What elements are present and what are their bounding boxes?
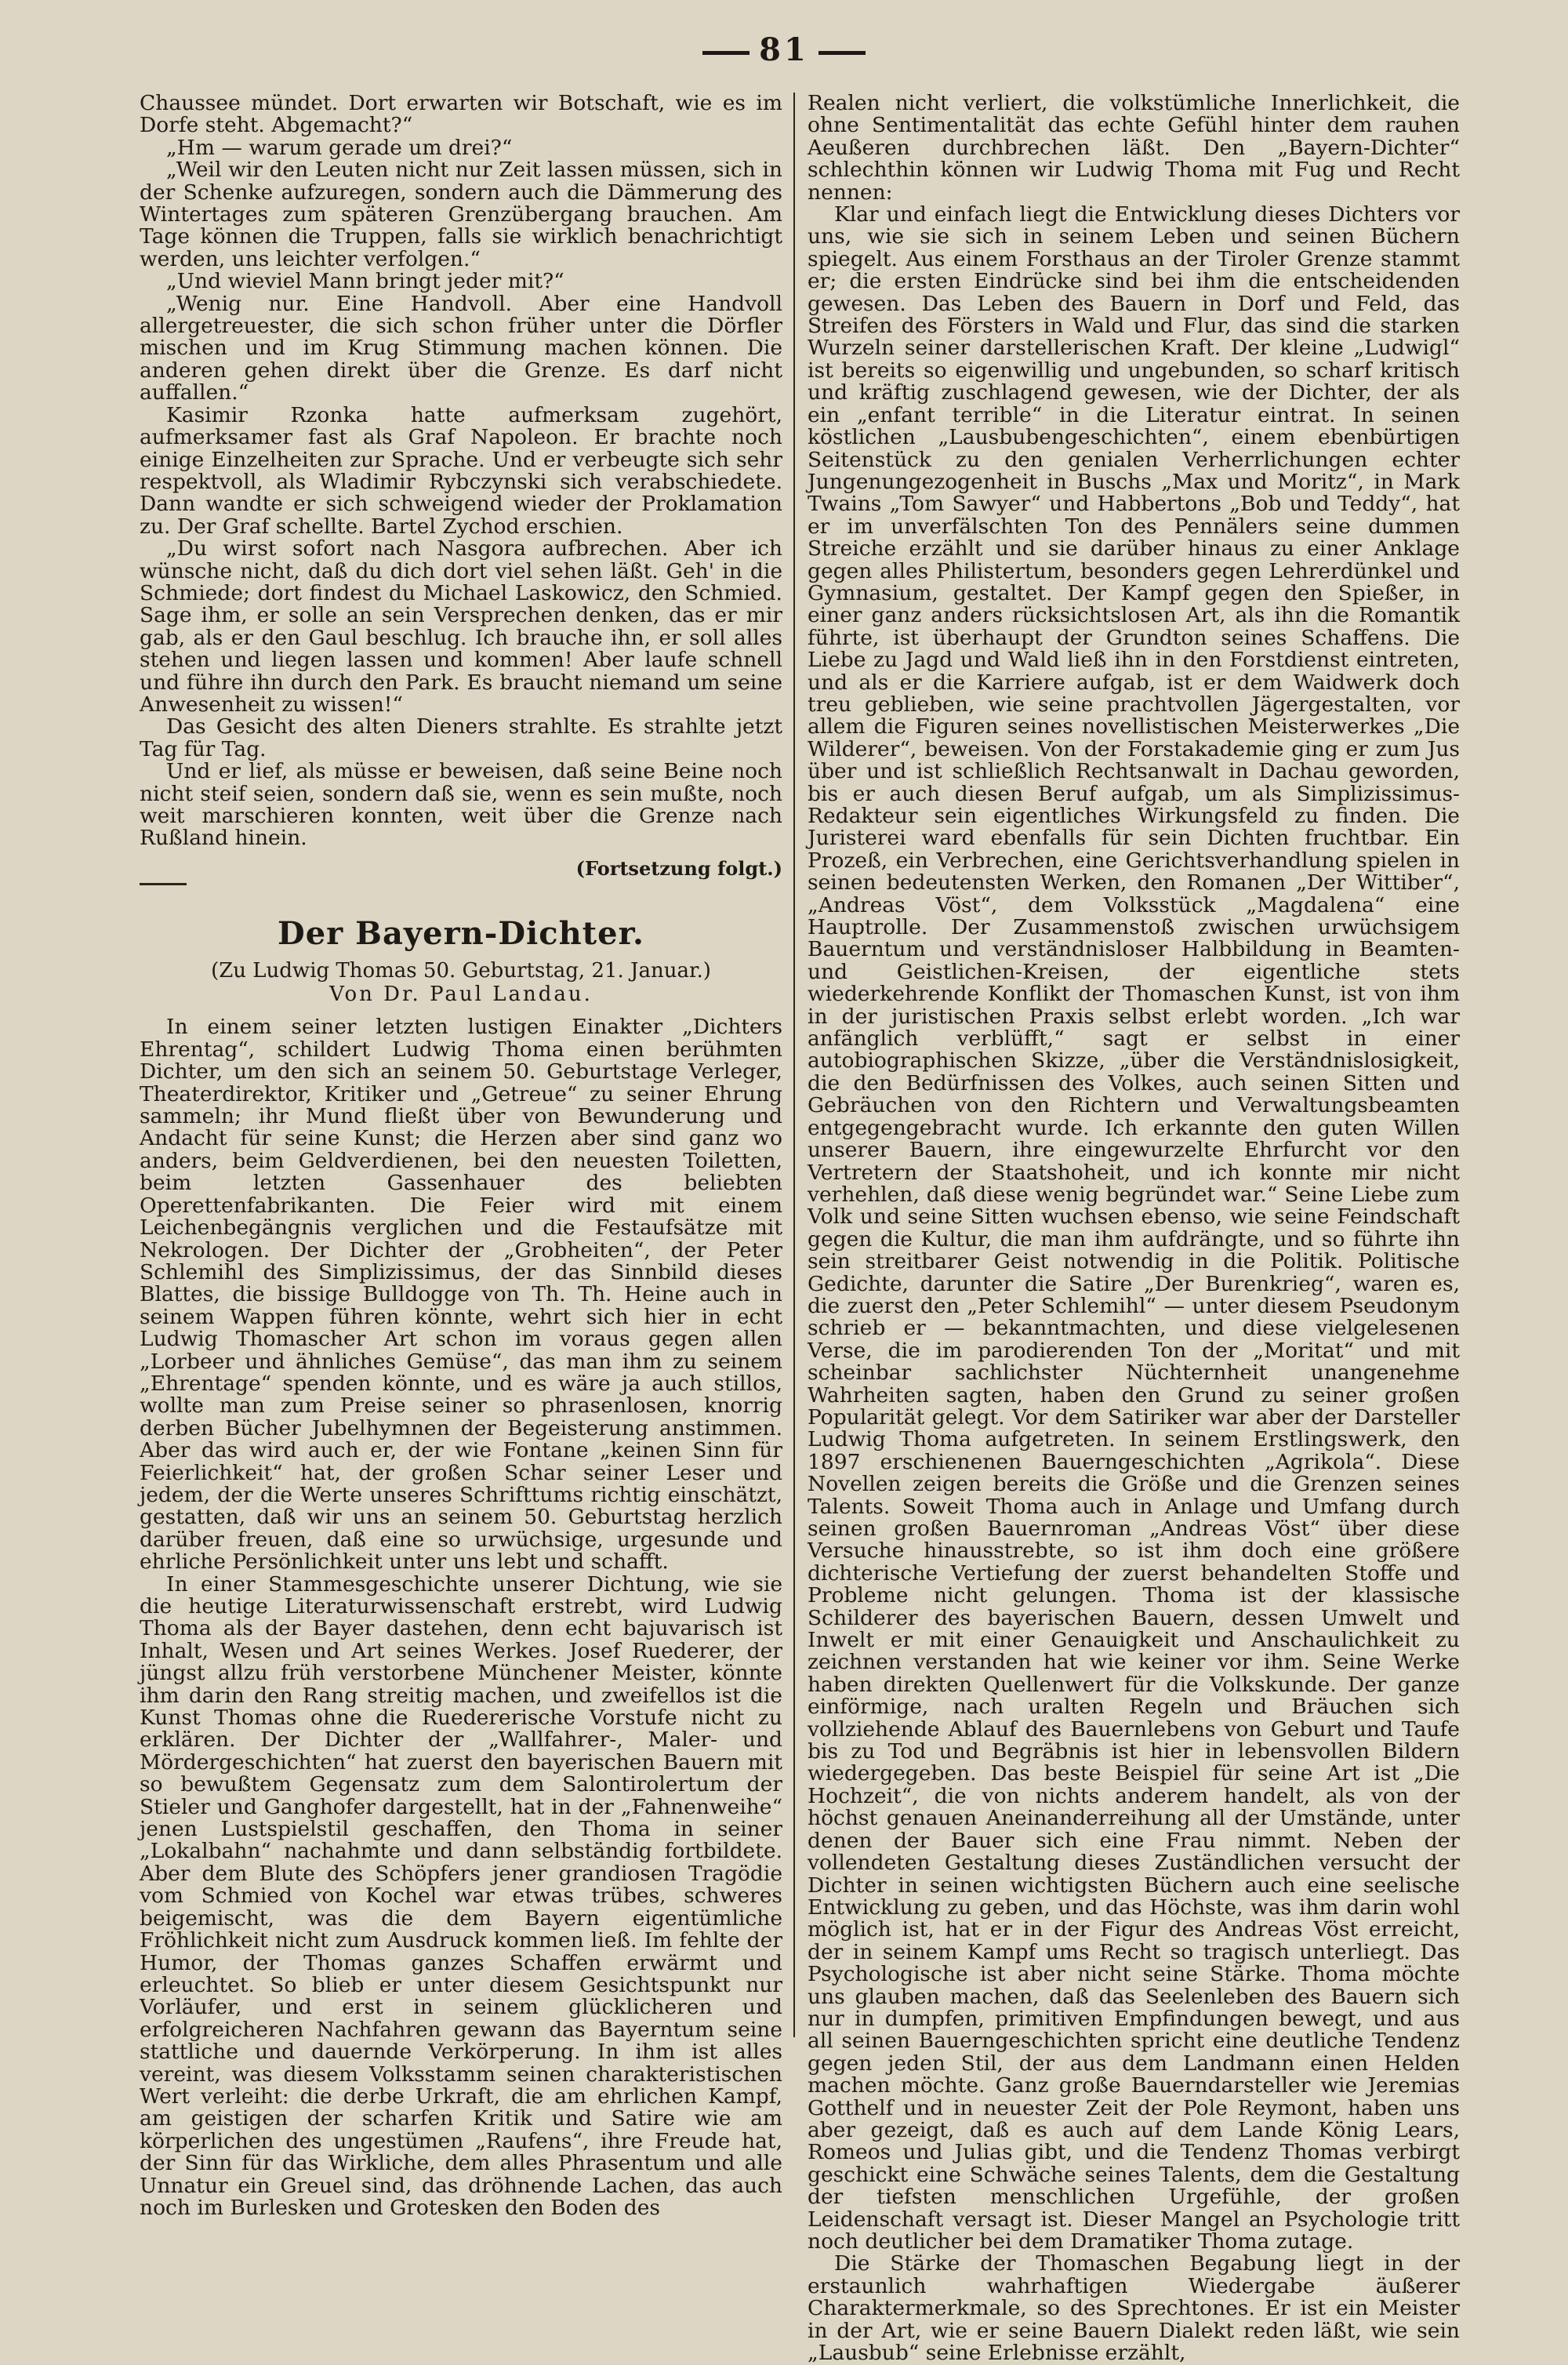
story-paragraph: „Du wirst sofort nach Nasgora aufbrechen. Aber ich wünsche nicht, daß du dich dort viel sehen läßt. Geh' in die Schmiede; dort findest du Michael Laskowicz, den Schmied. Sage ihm, er solle an sein Versprechen denken, das er mir gab, als er den Gaul beschlug. Ich brauche ihn, er soll alles stehen und liegen lassen und kommen! Aber laufe schnell und führe ihn durch den Park. Es braucht niemand um seine Anwesenheit zu wissen!“ [140, 536, 782, 717]
story-paragraph: „Hm — warum gerade um drei?“ [166, 135, 513, 160]
article-subtitle: (Zu Ludwig Thomas 50. Geburtstag, 21. Januar.) [211, 958, 711, 983]
article-paragraph: Realen nicht verliert, die volkstümliche Innerlichkeit, die ohne Sentimentalität das echte Gefühl hinter dem rauhen Aeußeren durchbrechen läßt. Den „Bayern-Dichter“ schlechthin können wir Ludwig Thoma mit Fug und Recht nennen: [808, 91, 1460, 205]
story-paragraph: Das Gesicht des alten Dieners strahlte. Es strahlte jetzt Tag für Tag. [140, 714, 782, 761]
serial-story [140, 93, 782, 885]
page-number: 81 [690, 31, 878, 68]
article-paragraph: In einer Stammesgeschichte unserer Dichtung, wie sie die heutige Literaturwissenschaft erstrebt, wird Ludwig Thoma als der Bayer dastehen, denn echt bajuvarisch ist Inhalt, Wesen und Art seines Werkes. Josef Ruederer, der jüngst allzu früh verstorbene Münchener Meister, könnte ihm darin den Rang streitig machen, und zweifellos ist die Kunst Thomas ohne die Ruedererische Vorstufe nicht zu erklären. Der Dichter der „Wallfahrer-, Maler- und Mördergeschichten“ hat zuerst den bayerischen Bauern mit so bewußtem Gegensatz zum dem Salontirolertum der Stieler und Ganghofer dargestellt, hat in der „Fahnenweihe“ jenen Lustspielstil geschaffen, den Thoma in seiner „Lokalbahn“ nachahmte und dann selbständig fortbildete. Aber dem Blute des Schöpfers jener grandiosen Tragödie vom Schmied von Kochel war etwas trübes, schweres beigemischt, was die dem Bayern eigentümliche Fröhlichkeit nicht zum Ausdruck kommen ließ. Im fehlte der Humor, der Thomas ganzes Schaffen erwärmt und erleuchtet. So blieb er unter diesem Gesichtspunkt nur Vorläufer, und erst in seinem glücklicheren und erfolgreicheren Nachfahren gewann das Bayerntum seine stattliche und dauernde Verkörperung. In ihm ist alles vereint, was diesem Volksstamm seinen charakteristischen Wert verleiht: die derbe Urkraft, die am ehrlichen Kampf, am geistigen der scharfen Kritik und Satire wie am körperlichen des ungestümen „Raufens“, ihre Freude hat, der Sinn für das Wirkliche, dem alles Phrasentum und alle Unnatur ein Greuel sind, das dröhnende Lachen, das auch noch im Burlesken und Grotesken den Boden des [140, 1571, 782, 2220]
right-column [808, 91, 1460, 2365]
article-author: Von Dr. Paul Landau. [329, 983, 593, 1007]
continued-note: (Fortsetzung folgt.) [575, 856, 782, 880]
story-paragraph: „Weil wir den Leuten nicht nur Zeit lassen müssen, sich in der Schenke aufzuregen, sondern auch die Dämmerung des Wintertages zum späteren Grenzübergang brauchen. Am Tage können die Truppen, falls sie wirklich benachrichtigt werden, uns leichter verfolgen.“ [140, 158, 782, 271]
article-paragraph: Die Stärke der Thomaschen Begabung liegt in der erstaunlich wahrhaftigen Wiedergabe äußerer Charaktermerkmale, so des Sprechtones. Er ist ein Meister in der Art, wie er seine Bauern Dialekt reden läßt, wie sein „Lausbub“ seine Erlebnisse erzählt, [808, 2251, 1460, 2365]
story-paragraph: Chaussee mündet. Dort erwarten wir Botschaft, wie es im Dorfe steht. Abgemacht?“ [140, 91, 782, 138]
article-paragraph: In einem seiner letzten lustigen Einakter „Dichters Ehrentag“, schildert Ludwig Thoma einen berühmten Dichter, um den sich an seinem 50. Geburtstage Verleger, Theaterdirektor, Kritiker und „Getreue“ zu seiner Ehrung sammeln; ihr Mund fließt über von Bewunderung und Andacht für seine Kunst; die Herzen aber sind ganz wo anders, beim Geldverdienen, bei den neuesten Toiletten, beim letzten Gassenhauer des beliebten Operettenfabrikanten. Die Feier wird mit einem Leichenbegängnis verglichen und die Festaufsätze mit Nekrologen. Der Dichter der „Grobheiten“, der Peter Schlemihl des Simplizissimus, der das Sinnbild dieses Blattes, die bissige Bulldogge von Th. Th. Heine auch in seinem Wappen führen könnte, wehrt sich hier in echt Ludwig Thomascher Art schon im voraus gegen allen „Lorbeer und ähnliches Gemüse“, das man ihm zu seinem „Ehrentage“ spenden könnte, und es wäre ja auch stillos, wollte man zum Preise seiner so phrasenlosen, knorrig derben Bücher Jubelhymnen der Begeisterung anstimmen. Aber das wird auch er, der wie Fontane „keinen Sinn für Feierlichkeit“ hat, der großen Schar seiner Leser und jedem, der die Werte unseres Schrifttums richtig einschätzt, gestatten, daß wir uns an seinem 50. Geburtstag herzlich darüber freuen, daß eine so urwüchsige, urgesunde und ehrliche Persönlichkeit unter uns lebt und schafft. [140, 1015, 782, 1575]
article-title: Der Bayern-Dichter. [278, 915, 644, 953]
page-number-ornament-right [818, 51, 866, 55]
section-divider [140, 883, 187, 885]
article-paragraph: Klar und einfach liegt die Entwicklung dieses Dichters vor uns, wie sie sich in seinem Leben und seinen Büchern spiegelt. Aus einem Forsthaus an der Tiroler Grenze stammt er; die ersten Eindrücke sind bei ihm die entscheidenden gewesen. Das Leben des Bauern in Dorf und Feld, das Streifen des Försters in Wald und Flur, das sind die starken Wurzeln seiner darstellerischen Kraft. Der kleine „Ludwigl“ ist bereits so eigenwillig und ungebunden, so scharf kritisch und kräftig zuschlagend gewesen, wie der Dichter, der als ein „enfant terrible“ in die Literatur eintrat. In seinen köstlichen „Lausbubengeschichten“, einem ebenbürtigen Seitenstück zu den genialen Verherrlichungen echter Jungenungezogenheit in Buschs „Max und Moritz“, in Mark Twains „Tom Sawyer“ und Habbertons „Bob und Teddy“, hat er im unverfälschten Ton des Pennälers seine dummen Streiche erzählt und sie darüber hinaus zu einer Anklage gegen alles Philistertum, besonders gegen Lehrerdünkel und Gymnasium, gestaltet. Der Kampf gegen den Spießer, in einer ganz anders rücksichtslosen Art, als ihn die Romantik führte, ist überhaupt der Grundton seines Schaffens. Die Liebe zu Jagd und Wald ließ ihn in den Forstdienst eintreten, und als er die Karriere aufgab, ist er dem Waidwerk doch treu geblieben, wie seine prachtvollen Jägergestalten, vor allem die Figuren seines novellistischen Meisterwerkes „Die Wilderer“, beweisen. Von der Forstakademie ging er zum Jus über und ist schließlich Rechtsanwalt in Dachau geworden, bis er auch diesen Beruf aufgab, um als Simplizissimus-Redakteur sein eigentliches Wirkungsfeld zu finden. Die Juristerei ward ebenfalls für sein Dichten fruchtbar. Ein Prozeß, ein Verbrechen, eine Gerichtsverhandlung spielen in seinen bedeutensten Werken, den Romanen „Der Wittiber“, „Andreas Vöst“, dem Volksstück „Magdalena“ eine Hauptrolle. Der Zusammenstoß zwischen urwüchsigem Bauerntum und verständnisloser Halbbildung in Beamten- und Geistlichen-Kreisen, der eigentliche stets wiederkehrende Konflikt der Thomaschen Kunst, ist von ihm in der juristischen Praxis selbst erlebt worden. „Ich war anfänglich verblüfft,“ sagt er selbst in einer autobiographischen Skizze, „über die Verständnislosigkeit, die den Bedürfnissen des Volkes, auch seinen Sitten und Gebräuchen von den Richtern und Verwaltungsbeamten entgegengebracht wurde. Ich erkannte den guten Willen unserer Bauern, ihre eingewurzelte Ehrfurcht vor den Vertretern der Staatshoheit, und ich konnte mir nicht verhehlen, daß diese wenig begründet war.“ Seine Liebe zum Volk und seine Sitten wuchsen ebenso, wie seine Feindschaft gegen die Kultur, die man ihm aufdrängte, und so führte ihn sein streitbarer Geist notwendig in die Politik. Politische Gedichte, darunter die Satire „Der Burenkrieg“, waren es, die zuerst den „Peter Schlemihl“ — unter diesem Pseudonym schrieb er — bekanntmachten, und diese vielgelesenen Verse, die im parodierenden Ton der „Moritat“ und mit scheinbar sachlichster Nüchternheit unangenehme Wahrheiten sagten, haben den Grund zu seiner großen Popularität gelegt. Vor dem Satiriker war aber der Darsteller Ludwig Thoma aufgetreten. In seinem Erstlingswerk, den 1897 erschienenen Bauerngeschichten „Agrikola“. Diese Novellen zeigen bereits die Größe und die Grenzen seines Talents. Soweit Thoma auch in Anlage und Umfang durch seinen großen Bauernroman „Andreas Vöst“ über diese Versuche hinausstrebte, so ist ihm doch eine größere dichterische Vertiefung der zuerst behandelten Stoffe und Probleme nicht gelungen. Thoma ist der klassische Schilderer des bayerischen Bauern, dessen Umwelt und Inwelt er mit einer Genauigkeit und Anschaulichkeit zu zeichnen verstanden hat wie keiner vor ihm. Seine Werke haben direkten Quellenwert für die Volkskunde. Der ganze einförmige, nach uralten Regeln und Bräuchen sich vollziehende Ablauf des Bauernlebens von Geburt und Taufe bis zu Tod und Begräbnis ist hier in lebensvollen Bildern wiedergegeben. Das beste Beispiel für seine Art ist „Die Hochzeit“, die von nichts anderem handelt, als von der höchst genauen Aneinanderreihung all der Umstände, unter denen der Bauer sich eine Frau nimmt. Neben der vollendeten Gestaltung dieses Zuständlichen versucht der Dichter in seinen wichtigsten Büchern auch eine seelische Entwicklung zu geben, und das Höchste, was ihm darin wohl möglich ist, hat er in der Figur des Andreas Vöst erreicht, der in seinem Kampf ums Recht so tragisch unterliegt. Das Psychologische ist aber nicht seine Stärke. Thoma möchte uns glauben machen, daß das Seelenleben des Bauern sich nur in dumpfen, primitiven Empfindungen bewegt, und aus all seinen Bauerngeschichten spricht eine deutliche Tendenz gegen jeden Stil, der aus dem Landmann einen Helden machen möchte. Ganz große Bauerndarsteller wie Jeremias Gotthelf und in neuester Zeit der Pole Reymont, haben uns aber gezeigt, daß es auch auf dem Lande König Lears, Romeos und Julias gibt, und die Tendenz Thomas verbirgt geschickt eine Schwäche seines Talents, dem die Gestaltung der tiefsten menschlichen Urgefühle, der großen Leidenschaft versagt ist. Dieser Mangel an Psychologie tritt noch deutlicher bei dem Dramatiker Thoma zutage. [808, 202, 1460, 2254]
left-column [140, 91, 782, 2220]
page-number-ornament-left [702, 51, 750, 55]
story-paragraph: Kasimir Rzonka hatte aufmerksam zugehört, aufmerksamer fast als Graf Napoleon. Er brachte noch einige Einzelheiten zur Sprache. Und er verbeugte sich sehr respektvoll, als Wladimir Rybczynski sich verabschiedete. Dann wandte er sich schweigend wieder der Proklamation zu. Der Graf schellte. Bartel Zychod erschien. [140, 402, 782, 539]
column-rule [793, 93, 795, 2037]
story-paragraph: Und er lief, als müsse er beweisen, daß seine Beine noch nicht steif seien, sondern daß sie, wenn es sein mußte, noch weit marschieren konnten, weit über die Grenze nach Rußland hinein. [140, 759, 782, 851]
story-paragraph: „Wenig nur. Eine Handvoll. Aber eine Handvoll allergetreuester, die sich schon früher unter die Dörfler mischen und im Krug Stimmung machen können. Die anderen gehen direkt über die Grenze. Es darf nicht auffallen.“ [140, 291, 782, 405]
article [140, 915, 782, 2220]
story-paragraph: „Und wieviel Mann bringt jeder mit?“ [166, 269, 564, 294]
